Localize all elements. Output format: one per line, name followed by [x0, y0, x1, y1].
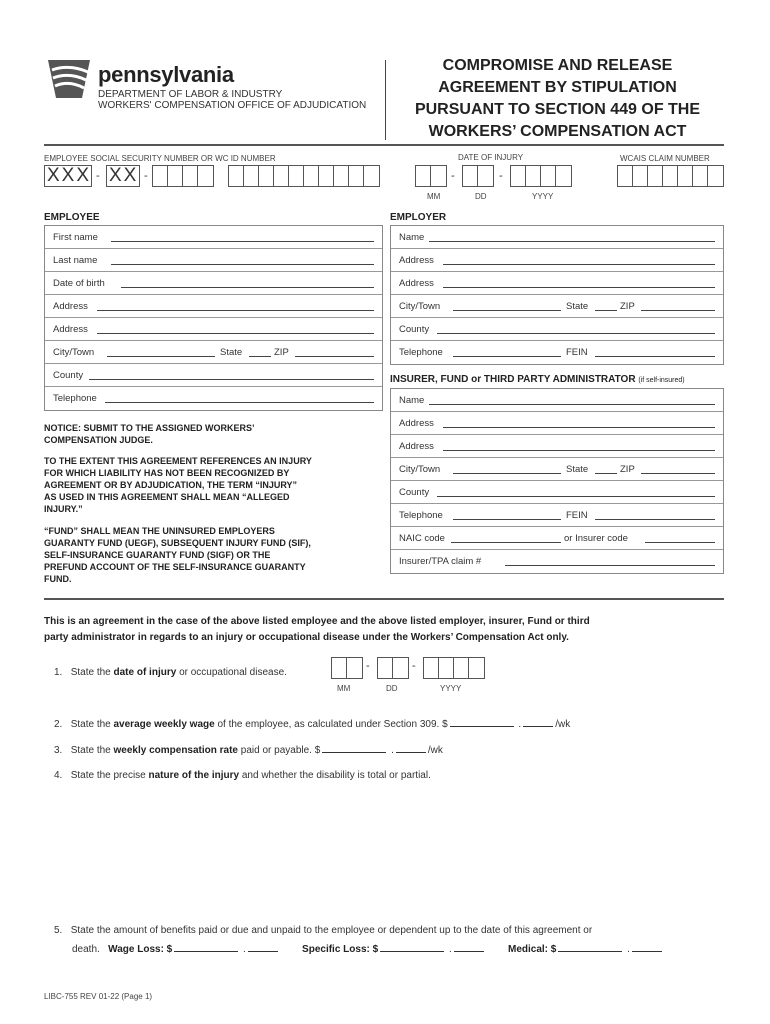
- q1-year-field[interactable]: [423, 657, 485, 679]
- wage-loss-cents-input[interactable]: [248, 951, 278, 952]
- question-5-amounts: death. Wage Loss: $ . Specific Loss: $ . Medical: $ .: [72, 944, 664, 955]
- ssn-last4-field[interactable]: [152, 165, 214, 187]
- employer-address1-row[interactable]: Address: [391, 249, 723, 272]
- q1-dash: -: [366, 660, 370, 672]
- employer-county-row[interactable]: County: [391, 318, 723, 341]
- employee-first-name-row[interactable]: First name: [45, 226, 382, 249]
- q1-mm-label: MM: [337, 684, 351, 693]
- header-divider: [385, 60, 386, 140]
- question-3: 3. State the weekly compensation rate paid or payable. $ . /wk: [54, 745, 443, 756]
- q1-dd-label: DD: [386, 684, 398, 693]
- employee-last-name-row[interactable]: Last name: [45, 249, 382, 272]
- form-id-footer: LIBC-755 REV 01-22 (Page 1): [44, 992, 153, 1001]
- specific-loss-dollars-input[interactable]: [380, 951, 444, 952]
- wcais-label: WCAIS CLAIM NUMBER: [620, 154, 710, 163]
- date-dash: -: [499, 170, 503, 182]
- wcais-claim-field[interactable]: [617, 165, 724, 187]
- department-name: DEPARTMENT OF LABOR & INDUSTRY WORKERS' COMPENSATION OFFICE OF ADJUDICATION: [98, 89, 367, 111]
- employer-telephone-fein-row[interactable]: Telephone FEIN: [391, 341, 723, 364]
- ssn-dash: -: [144, 170, 148, 182]
- question-4: 4. State the precise nature of the injury and whether the disability is total or partial.: [54, 770, 431, 781]
- employee-fields: [44, 225, 383, 411]
- insurer-claim-row[interactable]: Insurer/TPA claim #: [391, 550, 723, 573]
- q2-cents-input[interactable]: [523, 726, 553, 727]
- injury-day-field[interactable]: [462, 165, 494, 187]
- dd-label: DD: [475, 192, 487, 201]
- ssn-dash: -: [96, 170, 100, 182]
- insurer-name-row[interactable]: Name: [391, 389, 723, 412]
- q1-dash: -: [412, 660, 416, 672]
- employer-section-title: EMPLOYER: [390, 212, 447, 223]
- specific-loss-cents-input[interactable]: [454, 951, 484, 952]
- insurer-naic-row[interactable]: NAIC code or Insurer code: [391, 527, 723, 550]
- wc-id-field[interactable]: [228, 165, 380, 187]
- notice-fund-definition: “FUND” SHALL MEAN THE UNINSURED EMPLOYERS GUARANTY FUND (UEGF), SUBSEQUENT INJURY FUND (SIF), SELF-INSURANCE GUARANTY FUND (SIGF) OR THE PREFUND ACCOUNT OF THE SELF-INSURANCE GUARANTY FUND.: [44, 526, 311, 584]
- q4-answer-area[interactable]: [70, 786, 724, 914]
- employee-county-row[interactable]: County: [45, 364, 382, 387]
- question-1: 1. State the date of injury or occupational disease.: [54, 667, 287, 678]
- employee-section-title: EMPLOYEE: [44, 212, 100, 223]
- q1-month-field[interactable]: [331, 657, 363, 679]
- q3-dollars-input[interactable]: [322, 752, 386, 753]
- q3-cents-input[interactable]: [396, 752, 426, 753]
- insurer-city-state-zip-row[interactable]: City/Town State ZIP: [391, 458, 723, 481]
- brand-name: pennsylvania: [98, 62, 234, 87]
- insurer-county-row[interactable]: County: [391, 481, 723, 504]
- agreement-statement: This is an agreement in the case of the above listed employee and the above listed employer, insurer, Fund or third party administrator in regards to an injury or occupational disease under the Workers’ Compensation Act only.: [44, 616, 590, 643]
- insurer-section-title: INSURER, FUND or THIRD PARTY ADMINISTRATOR (if self-insured): [390, 374, 685, 385]
- employer-fields: [390, 225, 724, 365]
- insurer-address2-row[interactable]: Address: [391, 435, 723, 458]
- q2-dollars-input[interactable]: [450, 726, 514, 727]
- date-of-injury-label: DATE OF INJURY: [458, 153, 524, 162]
- employee-dob-row[interactable]: Date of birth: [45, 272, 382, 295]
- employer-address2-row[interactable]: Address: [391, 272, 723, 295]
- ssn-label: EMPLOYEE SOCIAL SECURITY NUMBER OR WC ID NUMBER: [44, 154, 276, 163]
- date-dash: -: [451, 170, 455, 182]
- header-rule: [44, 144, 724, 146]
- yyyy-label: YYYY: [532, 192, 554, 201]
- injury-month-field[interactable]: [415, 165, 447, 187]
- ssn-mask-xxx: XXX: [44, 165, 92, 187]
- q1-yyyy-label: YYYY: [440, 684, 462, 693]
- question-5: 5. State the amount of benefits paid or due and unpaid to the employee or dependent up to the date of this agreement or: [54, 925, 593, 936]
- employer-city-state-zip-row[interactable]: City/Town State ZIP: [391, 295, 723, 318]
- form-title: COMPROMISE AND RELEASE AGREEMENT BY STIPULATION PURSUANT TO SECTION 449 OF THE WORKERS’ COMPENSATION ACT: [414, 57, 701, 140]
- employer-name-row[interactable]: Name: [391, 226, 723, 249]
- insurer-address1-row[interactable]: Address: [391, 412, 723, 435]
- medical-dollars-input[interactable]: [558, 951, 622, 952]
- insurer-telephone-fein-row[interactable]: Telephone FEIN: [391, 504, 723, 527]
- wage-loss-dollars-input[interactable]: [174, 951, 238, 952]
- employee-address2-row[interactable]: Address: [45, 318, 382, 341]
- employee-telephone-row[interactable]: Telephone: [45, 387, 382, 410]
- pennsylvania-keystone-logo: [44, 58, 94, 100]
- q1-day-field[interactable]: [377, 657, 409, 679]
- notice-submit: NOTICE: SUBMIT TO THE ASSIGNED WORKERS’ COMPENSATION JUDGE.: [44, 423, 255, 445]
- medical-cents-input[interactable]: [632, 951, 662, 952]
- mm-label: MM: [427, 192, 441, 201]
- employee-city-state-zip-row[interactable]: City/Town State ZIP: [45, 341, 382, 364]
- question-2: 2. State the average weekly wage of the employee, as calculated under Section 309. $ . /wk: [54, 719, 571, 730]
- section-rule: [44, 598, 724, 600]
- ssn-mask-xx: XX: [106, 165, 140, 187]
- insurer-fields: [390, 388, 724, 574]
- injury-year-field[interactable]: [510, 165, 572, 187]
- notice-injury-definition: TO THE EXTENT THIS AGREEMENT REFERENCES AN INJURY FOR WHICH LIABILITY HAS NOT BEEN RECOGNIZED BY AGREEMENT OR BY ADJUDICATION, THE TERM “INJURY” AS USED IN THIS AGREEMENT SHALL MEAN “ALLEGED INJURY.”: [44, 456, 312, 514]
- employee-address1-row[interactable]: Address: [45, 295, 382, 318]
